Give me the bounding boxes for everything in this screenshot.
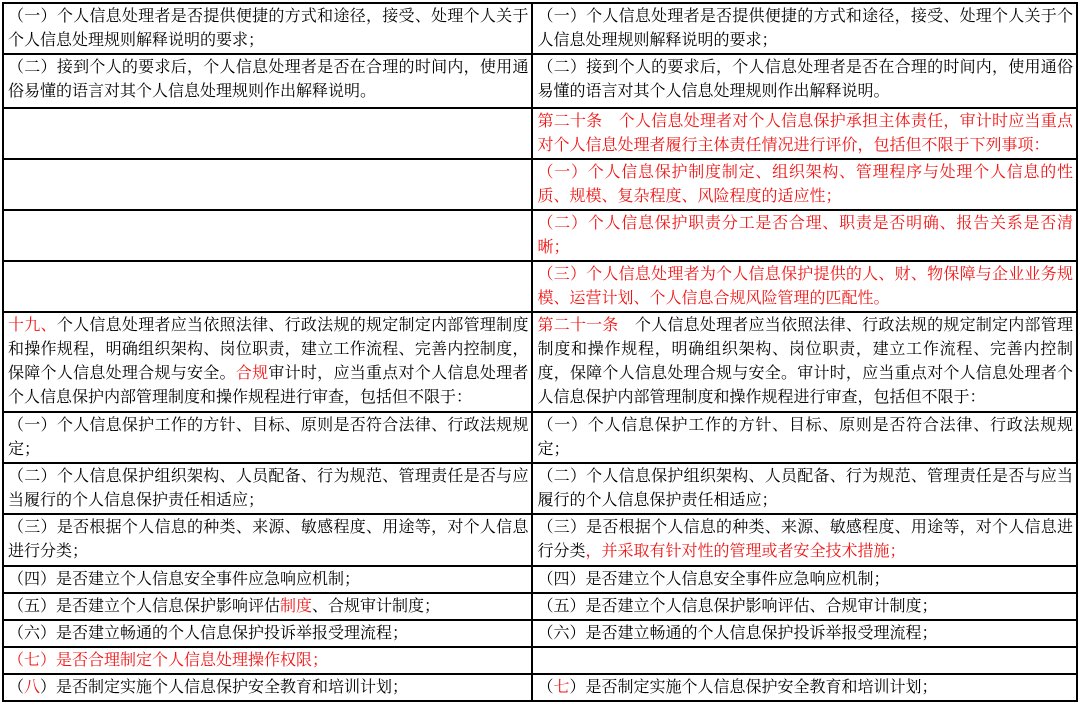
revision-text: ，并采取有针对性的管理或者安全技术措施； [585, 543, 906, 560]
cell-left-row5 [3, 210, 532, 261]
table-row [3, 593, 1077, 620]
revision-text: 十九、 [8, 317, 57, 334]
revision-text: 制度 [280, 598, 313, 615]
revision-text: 八 [24, 679, 41, 696]
table-row [3, 54, 1077, 108]
table-row [3, 261, 1077, 312]
cell-right-row6 [532, 261, 1077, 312]
body-text: 、合规审计制度； [312, 598, 441, 615]
cell-right-row1 [532, 3, 1077, 54]
body-text: （五）是否建立个人信息保护影响评估、合规审计制度； [537, 598, 938, 615]
cell-right-row3 [532, 108, 1077, 159]
cell-right-row11 [532, 566, 1077, 593]
body-text: （二）接到个人的要求后，个人信息处理者是否在合理的时间内，使用通俗易懂的语言对其个人信息处理规则作出解释说明。 [8, 59, 529, 100]
body-text: （六）是否建立畅通的个人信息保护投诉举报受理流程； [537, 625, 938, 642]
cell-left-row11 [3, 566, 532, 593]
cell-left-row3 [3, 108, 532, 159]
revision-text: 合规 [235, 365, 269, 382]
body-text: （ [8, 679, 25, 696]
body-text: （二）个人信息保护组织架构、人员配备、行为规范、管理责任是否与应当履行的个人信息保护责任相适应； [537, 468, 1073, 509]
body-text: （三）是否根据个人信息的种类、来源、敏感程度、用途等，对个人信息进行分类； [8, 519, 529, 560]
cell-right-row10 [532, 514, 1077, 566]
body-text: 个人信息处理者应当依照法律、行政法规的规定制定内部管理制度和操作规程，明确组织架构、岗位职责，建立工作流程、完善内控制度，保障个人信息处理合规与安全。审计时，应当重点对个人信息处理者个人信息保护内部管理制度和操作规程进行审查，包括但不限于： [537, 317, 1073, 406]
body-text: ）是否制定实施个人信息保护安全教育和培训计划； [40, 679, 409, 696]
cell-right-row14 [532, 647, 1077, 674]
cell-left-row9 [3, 463, 532, 514]
cell-left-row14 [3, 647, 532, 674]
body-text: （一）个人信息处理者是否提供便捷的方式和途径，接受、处理个人关于个人信息处理规则解释说明的要求； [537, 8, 1073, 49]
body-text: 审计时，应当重点对个人信息处理者个人信息保护内部管理制度和操作规程进行审查，包括但不限于： [8, 365, 529, 406]
cell-right-row15 [532, 674, 1077, 701]
comparison-table [2, 2, 1078, 702]
cell-left-row4 [3, 159, 532, 210]
table-body [3, 3, 1077, 701]
cell-right-row13 [532, 620, 1077, 647]
body-text: （五）是否建立个人信息保护影响评估 [8, 598, 281, 615]
cell-left-row13 [3, 620, 532, 647]
table-row [3, 647, 1077, 674]
cell-left-row1 [3, 3, 532, 54]
body-text: （三）是否根据个人信息的种类、来源、敏感程度、用途等，对个人信息进行分类 [537, 519, 1073, 560]
body-text: （二）接到个人的要求后，个人信息处理者是否在合理的时间内，使用通俗易懂的语言对其个人信息处理规则作出解释说明。 [537, 59, 1073, 100]
cell-right-row5 [532, 210, 1077, 261]
body-text: 个人信息处理者应当依照法律、行政法规的规定制定内部管理制度和操作规程，明确组织架构、岗位职责，建立工作流程、完善内控制度，保障个人信息处理合规与安全。 [8, 317, 529, 382]
cell-left-row2 [3, 54, 532, 108]
cell-left-row7 [3, 312, 532, 412]
cell-left-row12 [3, 593, 532, 620]
revision-text: （二）个人信息保护职责分工是否合理、职责是否明确、报告关系是否清晰； [537, 215, 1073, 256]
table-row [3, 3, 1077, 54]
cell-right-row4 [532, 159, 1077, 210]
table-row [3, 412, 1077, 463]
body-text: （一）个人信息保护工作的方针、目标、原则是否符合法律、行政法规规定； [537, 417, 1073, 458]
table-row [3, 108, 1077, 159]
table-row [3, 210, 1077, 261]
body-text: （六）是否建立畅通的个人信息保护投诉举报受理流程； [8, 625, 409, 642]
cell-right-row8 [532, 412, 1077, 463]
cell-left-row6 [3, 261, 532, 312]
body-text: （二）个人信息保护组织架构、人员配备、行为规范、管理责任是否与应当履行的个人信息保护责任相适应； [8, 468, 529, 509]
body-text: （ [537, 679, 554, 696]
revision-text: （七）是否合理制定个人信息处理操作权限； [8, 652, 329, 669]
revision-text: 第二十条 个人信息处理者对个人信息保护承担主体责任，审计时应当重点对个人信息处理者履行主体责任情况进行评价，包括但不限于下列事项： [537, 113, 1073, 154]
cell-left-row10 [3, 514, 532, 566]
cell-right-row2 [532, 54, 1077, 108]
revision-text: （一）个人信息保护制度制定、组织架构、管理程序与处理个人信息的性质、规模、复杂程度、风险程度的适应性； [537, 164, 1073, 205]
cell-left-row8 [3, 412, 532, 463]
body-text: （一）个人信息保护工作的方针、目标、原则是否符合法律、行政法规规定； [8, 417, 529, 458]
cell-right-row12 [532, 593, 1077, 620]
table-row [3, 674, 1077, 701]
table-row [3, 514, 1077, 566]
table-row [3, 463, 1077, 514]
revision-text: 七 [553, 679, 570, 696]
cell-left-row15 [3, 674, 532, 701]
body-text: （一）个人信息处理者是否提供便捷的方式和途径，接受、处理个人关于个人信息处理规则解释说明的要求； [8, 8, 529, 49]
body-text: ）是否制定实施个人信息保护安全教育和培训计划； [569, 679, 938, 696]
revision-text: （三）个人信息处理者为个人信息保护提供的人、财、物保障与企业业务规模、运营计划、个人信息合规风险管理的匹配性。 [537, 266, 1073, 307]
cell-right-row7 [532, 312, 1077, 412]
table-row [3, 312, 1077, 412]
body-text: （四）是否建立个人信息安全事件应急响应机制； [8, 571, 361, 588]
table-row [3, 620, 1077, 647]
table-row [3, 566, 1077, 593]
table-row [3, 159, 1077, 210]
revision-text: 第二十一条 [537, 317, 619, 334]
cell-right-row9 [532, 463, 1077, 514]
body-text: （四）是否建立个人信息安全事件应急响应机制； [537, 571, 890, 588]
